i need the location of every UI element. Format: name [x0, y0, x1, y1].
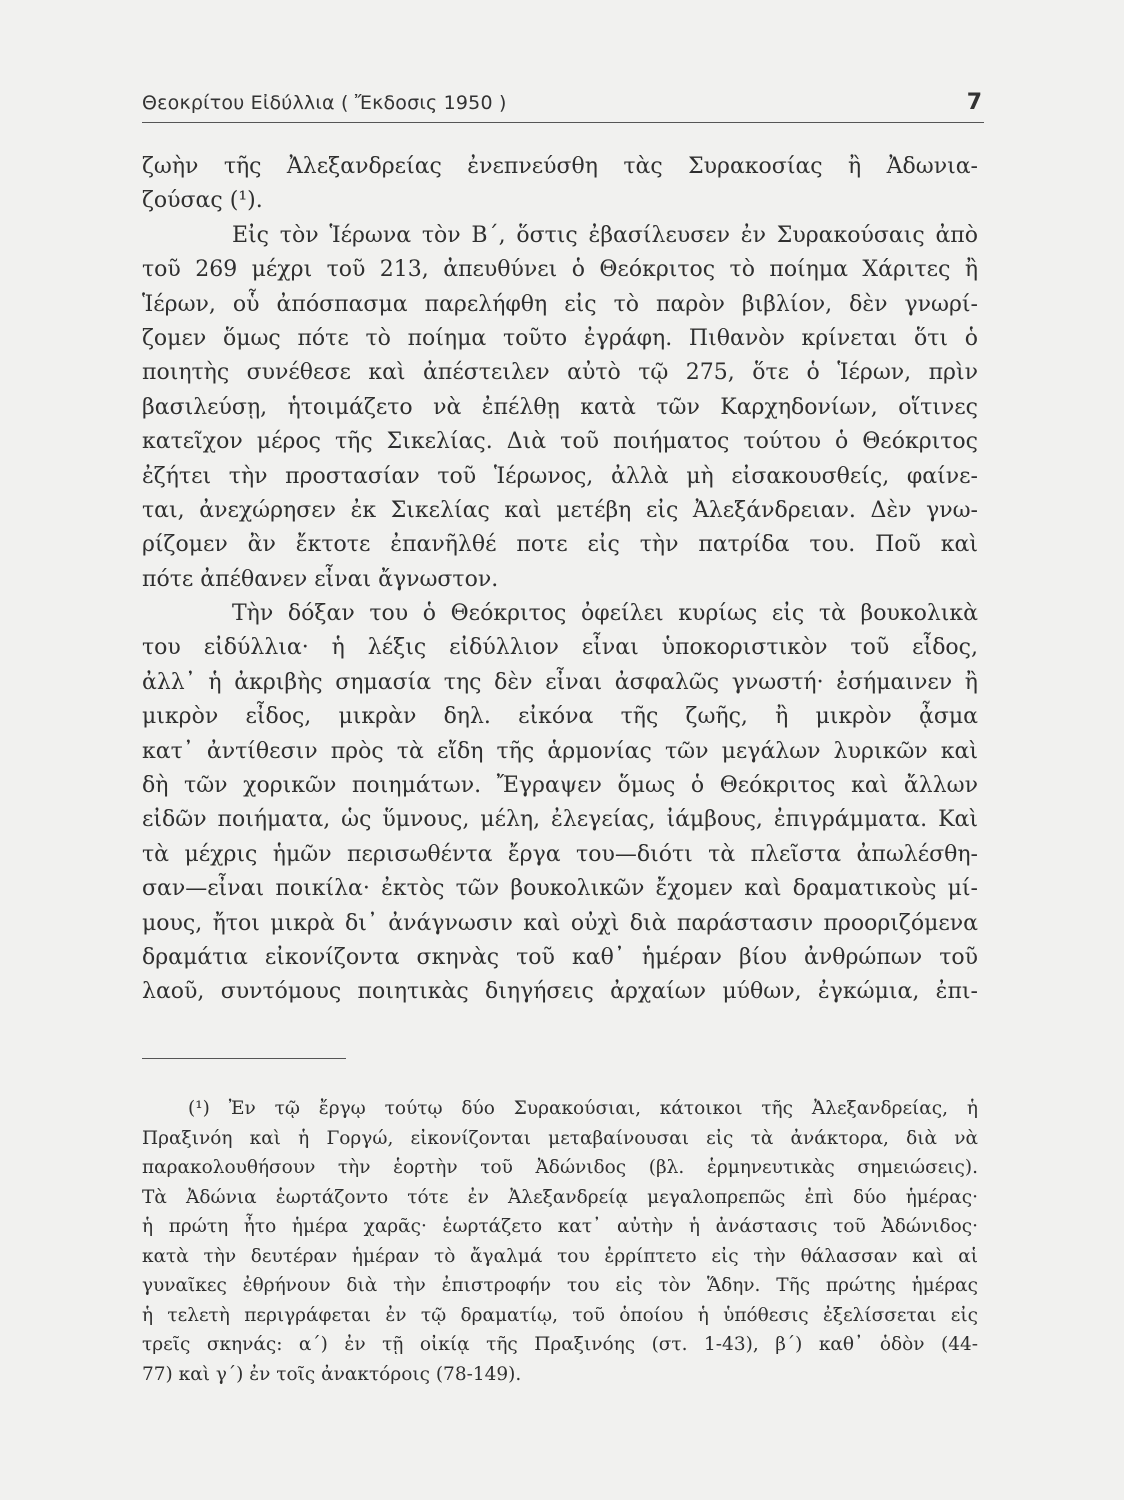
text-line: τοῦ 269 μέχρι τοῦ 213, ἀπευθύνει ὁ Θεόκριτος τὸ ποίημα Χάριτες ἢ [142, 257, 978, 283]
text-line: σαν—εἶναι ποικίλα· ἐκτὸς τῶν βουκολικῶν ἔχομεν καὶ δραματικοὺς μί- [142, 876, 978, 902]
footnote-line: ἡ τελετὴ περιγράφεται ἐν τῷ δραματίῳ, τοῦ ὁποίου ἡ ὑπόθεσις ἐξελίσσεται εἰς [142, 1304, 978, 1326]
text-line: μικρὸν εἶδος, μικρὰν δηλ. εἰκόνα τῆς ζωῆς, ἢ μικρὸν ᾆσμα [142, 704, 978, 730]
text-line: πότε ἀπέθανεν εἶναι ἄγνωστον. [142, 566, 499, 592]
text-line: βασιλεύσῃ, ἡτοιμάζετο νὰ ἐπέλθῃ κατὰ τῶν Καρχηδονίων, οἵτινες [142, 394, 978, 420]
footnote-line: 77) καὶ γ΄) ἐν τοῖς ἀνακτόροις (78-149). [142, 1363, 522, 1385]
text-line: Ἱέρων, οὗ ἀπόσπασμα παρελήφθη εἰς τὸ παρὸν βιβλίον, δὲν γνωρί- [142, 291, 978, 317]
footnote-line: κατὰ τὴν δευτέραν ἡμέραν τὸ ἄγαλμά του ἐρρίπτετο εἰς τὴν θάλασσαν καὶ αἱ [142, 1245, 978, 1267]
text-line: Εἰς τὸν Ἱέρωνα τὸν Β΄, ὅστις ἐβασίλευσεν ἐν Συρακούσαις ἀπὸ [232, 222, 978, 248]
text-line: δραμάτια εἰκονίζοντα σκηνὰς τοῦ καθ᾽ ἡμέραν βίου ἀνθρώπων τοῦ [142, 944, 978, 970]
page-header [142, 88, 984, 123]
text-line: κατεῖχον μέρος τῆς Σικελίας. Διὰ τοῦ ποιήματος τούτου ὁ Θεόκριτος [142, 429, 978, 455]
footnote-line: Τὰ Ἀδώνια ἑωρτάζοντο τότε ἐν Ἀλεξανδρείᾳ μεγαλοπρεπῶς ἐπὶ δύο ἡμέρας· [142, 1186, 978, 1208]
text-line: δὴ τῶν χορικῶν ποιημάτων. Ἔγραψεν ὅμως ὁ Θεόκριτος καὶ ἄλλων [142, 773, 978, 799]
text-line: του εἰδύλλια· ἡ λέξις εἰδύλλιον εἶναι ὑποκοριστικὸν τοῦ εἶδος, [142, 635, 978, 661]
text-line: κατ᾽ ἀντίθεσιν πρὸς τὰ εἴδη τῆς ἁρμονίας τῶν μεγάλων λυρικῶν καὶ [142, 738, 978, 764]
text-line: ἀλλ᾽ ἡ ἀκριβὴς σημασία της δὲν εἶναι ἀσφαλῶς γνωστή· ἐσήμαινεν ἢ [142, 669, 978, 695]
footnote [142, 1094, 978, 1389]
footnote-line: παρακολουθήσουν τὴν ἑορτὴν τοῦ Ἀδώνιδος (βλ. ἑρμηνευτικὰς σημειώσεις). [142, 1157, 978, 1178]
running-title: Θεοκρίτου Εἰδύλλια ( Ἔκδοσις 1950 ) [142, 92, 507, 114]
footnote-line: (¹) Ἐν τῷ ἔργῳ τούτῳ δύο Συρακούσιαι, κάτοικοι τῆς Ἀλεξανδρείας, ἡ [188, 1098, 978, 1119]
text-line: ται, ἀνεχώρησεν ἐκ Σικελίας καὶ μετέβη εἰς Ἀλεξάνδρειαν. Δὲν γνω- [142, 497, 978, 523]
footnote-line: ἡ πρώτη ἦτο ἡμέρα χαρᾶς· ἑωρτάζετο κατ᾽ αὐτὴν ἡ ἀνάστασις τοῦ Ἀδώνιδος· [142, 1216, 978, 1237]
text-line: ρίζομεν ἂν ἔκτοτε ἐπανῆλθέ ποτε εἰς τὴν πατρίδα του. Ποῦ καὶ [142, 532, 978, 558]
text-line: ζομεν ὅμως πότε τὸ ποίημα τοῦτο ἐγράφη. Πιθανὸν κρίνεται ὅτι ὁ [142, 325, 978, 351]
text-line: λαοῦ, συντόμους ποιητικὰς διηγήσεις ἀρχαίων μύθων, ἐγκώμια, ἐπι- [142, 979, 978, 1005]
text-line: ποιητὴς συνέθεσε καὶ ἀπέστειλεν αὐτὸ τῷ 275, ὅτε ὁ Ἱέρων, πρὶν [142, 360, 978, 386]
text-line: ζούσας (¹). [142, 188, 263, 214]
main-text [142, 150, 978, 1010]
text-line: Τὴν δόξαν του ὁ Θεόκριτος ὀφείλει κυρίως εἰς τὰ βουκολικὰ [232, 601, 978, 627]
text-line: ζωὴν τῆς Ἀλεξανδρείας ἐνεπνεύσθη τὰς Συρακοσίας ἢ Ἀδωνια- [142, 154, 978, 179]
footnote-line: τρεῖς σκηνάς: α΄) ἐν τῇ οἰκίᾳ τῆς Πραξινόης (στ. 1-43), β΄) καθ᾽ ὁδὸν (44- [142, 1334, 978, 1355]
page-number: 7 [966, 90, 982, 115]
text-line: εἰδῶν ποιήματα, ὡς ὕμνους, μέλη, ἐλεγείας, ἰάμβους, ἐπιγράμματα. Καὶ [142, 807, 978, 833]
footnote-line: γυναῖκες ἐθρήνουν διὰ τὴν ἐπιστροφήν του εἰς τὸν Ἅδην. Τῆς πρώτης ἡμέρας [142, 1275, 978, 1296]
text-line: ἐζήτει τὴν προστασίαν τοῦ Ἱέρωνος, ἀλλὰ μὴ εἰσακουσθείς, φαίνε- [142, 463, 978, 489]
text-line: μους, ἤτοι μικρὰ δι᾽ ἀνάγνωσιν καὶ οὐχὶ διὰ παράστασιν προοριζόμενα [142, 910, 978, 936]
footnote-divider [142, 1058, 346, 1059]
footnote-line: Πραξινόη καὶ ἡ Γοργώ, εἰκονίζονται μεταβαίνουσαι εἰς τὰ ἀνάκτορα, διὰ νὰ [142, 1127, 978, 1149]
text-line: τὰ μέχρις ἡμῶν περισωθέντα ἔργα του—διότι τὰ πλεῖστα ἀπωλέσθη- [142, 841, 978, 867]
